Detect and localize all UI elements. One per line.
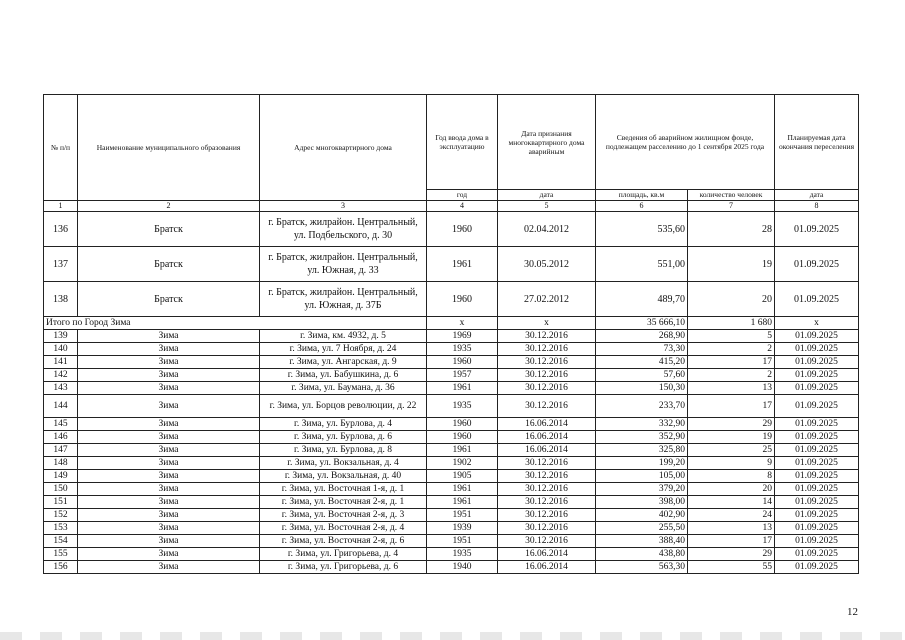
row-number: 148 [44, 457, 78, 470]
header-col-3: Адрес многоквартирного дома [260, 95, 427, 201]
date-cell: 16.06.2014 [498, 431, 596, 444]
area-cell: 352,90 [596, 431, 688, 444]
address-cell: г. Зима, ул. Григорьева, д. 4 [260, 548, 427, 561]
date-cell: 30.12.2016 [498, 382, 596, 395]
area-cell: 332,90 [596, 418, 688, 431]
municipality-cell: Братск [78, 212, 260, 247]
subheader-plan-date: дата [775, 190, 859, 201]
address-cell: г. Зима, ул. Бурлова, д. 8 [260, 444, 427, 457]
address-cell: г. Зима, ул. 7 Ноября, д. 24 [260, 343, 427, 356]
address-cell: г. Зима, ул. Григорьева, д. 6 [260, 561, 427, 574]
address-cell: г. Зима, ул. Борцов революции, д. 22 [260, 395, 427, 418]
year-cell: 1960 [427, 431, 498, 444]
address-cell: г. Братск, жилрайон. Центральный, ул. Подбельского, д. 30 [260, 212, 427, 247]
area-cell: 150,30 [596, 382, 688, 395]
year-cell: 1905 [427, 470, 498, 483]
municipality-cell: Зима [78, 444, 260, 457]
plan-date-cell: 01.09.2025 [775, 535, 859, 548]
area-cell: 325,80 [596, 444, 688, 457]
date-cell: 30.12.2016 [498, 470, 596, 483]
table-row [44, 395, 859, 418]
municipality-cell: Зима [78, 496, 260, 509]
column-number: 4 [427, 201, 498, 212]
plan-date-cell: 01.09.2025 [775, 496, 859, 509]
date-cell: 02.04.2012 [498, 212, 596, 247]
date-cell: 16.06.2014 [498, 444, 596, 457]
row-number: 137 [44, 247, 78, 282]
people-cell: 13 [688, 522, 775, 535]
date-cell: 30.12.2016 [498, 535, 596, 548]
table-row [44, 496, 859, 509]
people-cell: 20 [688, 282, 775, 317]
plan-date-cell: 01.09.2025 [775, 330, 859, 343]
year-cell: 1961 [427, 444, 498, 457]
table-row [44, 247, 859, 282]
area-cell: 551,00 [596, 247, 688, 282]
people-cell: 17 [688, 356, 775, 369]
municipality-cell: Зима [78, 369, 260, 382]
table-row [44, 330, 859, 343]
people-cell: 55 [688, 561, 775, 574]
address-cell: г. Зима, ул. Восточная 2-я, д. 6 [260, 535, 427, 548]
address-cell: г. Зима, ул. Восточная 1-я, д. 1 [260, 483, 427, 496]
date-cell: 30.12.2016 [498, 483, 596, 496]
table-row [44, 212, 859, 247]
municipality-cell: Зима [78, 457, 260, 470]
table-row [44, 369, 859, 382]
area-cell: 105,00 [596, 470, 688, 483]
year-cell: 1935 [427, 343, 498, 356]
table-row [44, 356, 859, 369]
year-cell: 1957 [427, 369, 498, 382]
year-cell: 1935 [427, 548, 498, 561]
column-number: 1 [44, 201, 78, 212]
year-cell: 1960 [427, 282, 498, 317]
row-number: 147 [44, 444, 78, 457]
total-label: Итого по Город Зима [44, 317, 427, 330]
plan-date-cell: 01.09.2025 [775, 369, 859, 382]
plan-date-cell: 01.09.2025 [775, 470, 859, 483]
people-cell: 14 [688, 496, 775, 509]
people-cell: 9 [688, 457, 775, 470]
people-cell: 17 [688, 395, 775, 418]
header-col-1: № п/п [44, 95, 78, 201]
people-cell: 13 [688, 382, 775, 395]
area-cell: 255,50 [596, 522, 688, 535]
total-row [44, 317, 859, 330]
column-number-row [44, 201, 859, 212]
date-cell: 30.12.2016 [498, 330, 596, 343]
municipality-cell: Братск [78, 247, 260, 282]
plan-date-cell: 01.09.2025 [775, 395, 859, 418]
date-cell: 30.12.2016 [498, 509, 596, 522]
municipality-cell: Зима [78, 548, 260, 561]
header-col-2: Наименование муниципального образования [78, 95, 260, 201]
date-cell: 16.06.2014 [498, 418, 596, 431]
area-cell: 489,70 [596, 282, 688, 317]
municipality-cell: Зима [78, 561, 260, 574]
row-number: 141 [44, 356, 78, 369]
row-number: 136 [44, 212, 78, 247]
plan-date-cell: 01.09.2025 [775, 483, 859, 496]
year-cell: 1960 [427, 418, 498, 431]
municipality-cell: Зима [78, 509, 260, 522]
municipality-cell: Зима [78, 431, 260, 444]
municipality-cell: Зима [78, 522, 260, 535]
date-cell: 30.12.2016 [498, 356, 596, 369]
subheader-area: площадь, кв.м [596, 190, 688, 201]
table-row [44, 431, 859, 444]
row-number: 154 [44, 535, 78, 548]
plan-date-cell: 01.09.2025 [775, 282, 859, 317]
year-cell: 1960 [427, 212, 498, 247]
column-number: 6 [596, 201, 688, 212]
row-number: 138 [44, 282, 78, 317]
total-plan: х [775, 317, 859, 330]
people-cell: 2 [688, 369, 775, 382]
total-date: х [498, 317, 596, 330]
municipality-cell: Зима [78, 418, 260, 431]
area-cell: 398,00 [596, 496, 688, 509]
header-col-8: Планируемая дата окончания переселения [775, 95, 859, 190]
table-row [44, 483, 859, 496]
municipality-cell: Зима [78, 356, 260, 369]
row-number: 155 [44, 548, 78, 561]
header-col-6-7: Сведения об аварийном жилищном фонде, подлежащем расселению до 1 сентября 2025 года [596, 95, 775, 190]
address-cell: г. Зима, ул. Вокзальная, д. 40 [260, 470, 427, 483]
address-cell: г. Зима, ул. Бабушкина, д. 6 [260, 369, 427, 382]
header-row [44, 95, 859, 190]
table-row [44, 418, 859, 431]
column-number: 8 [775, 201, 859, 212]
header-col-4: Год ввода дома в эксплуатацию [427, 95, 498, 190]
people-cell: 28 [688, 212, 775, 247]
address-cell: г. Зима, ул. Ангарская, д. 9 [260, 356, 427, 369]
address-cell: г. Зима, ул. Вокзальная, д. 4 [260, 457, 427, 470]
table-row [44, 382, 859, 395]
area-cell: 535,60 [596, 212, 688, 247]
year-cell: 1961 [427, 483, 498, 496]
address-cell: г. Зима, ул. Бурлова, д. 4 [260, 418, 427, 431]
year-cell: 1935 [427, 395, 498, 418]
date-cell: 30.12.2016 [498, 395, 596, 418]
row-number: 152 [44, 509, 78, 522]
plan-date-cell: 01.09.2025 [775, 509, 859, 522]
people-cell: 25 [688, 444, 775, 457]
people-cell: 29 [688, 418, 775, 431]
plan-date-cell: 01.09.2025 [775, 356, 859, 369]
year-cell: 1969 [427, 330, 498, 343]
municipality-cell: Зима [78, 483, 260, 496]
area-cell: 563,30 [596, 561, 688, 574]
municipality-cell: Зима [78, 470, 260, 483]
date-cell: 16.06.2014 [498, 561, 596, 574]
scan-artifact-line [0, 632, 905, 640]
table-row [44, 522, 859, 535]
area-cell: 57,60 [596, 369, 688, 382]
row-number: 145 [44, 418, 78, 431]
plan-date-cell: 01.09.2025 [775, 444, 859, 457]
plan-date-cell: 01.09.2025 [775, 431, 859, 444]
table-row [44, 509, 859, 522]
address-cell: г. Братск, жилрайон. Центральный, ул. Южная, д. 37Б [260, 282, 427, 317]
area-cell: 388,40 [596, 535, 688, 548]
plan-date-cell: 01.09.2025 [775, 522, 859, 535]
table-row [44, 548, 859, 561]
municipality-cell: Братск [78, 282, 260, 317]
people-cell: 19 [688, 247, 775, 282]
table-row [44, 535, 859, 548]
year-cell: 1961 [427, 247, 498, 282]
year-cell: 1951 [427, 535, 498, 548]
row-number: 143 [44, 382, 78, 395]
plan-date-cell: 01.09.2025 [775, 247, 859, 282]
row-number: 149 [44, 470, 78, 483]
header-col-5: Дата признания многоквартирного дома аварийным [498, 95, 596, 190]
date-cell: 30.12.2016 [498, 369, 596, 382]
total-year: х [427, 317, 498, 330]
municipality-cell: Зима [78, 395, 260, 418]
date-cell: 30.12.2016 [498, 343, 596, 356]
row-number: 150 [44, 483, 78, 496]
area-cell: 438,80 [596, 548, 688, 561]
row-number: 151 [44, 496, 78, 509]
column-number: 2 [78, 201, 260, 212]
address-cell: г. Зима, ул. Восточная 2-я, д. 4 [260, 522, 427, 535]
column-number: 3 [260, 201, 427, 212]
people-cell: 5 [688, 330, 775, 343]
row-number: 139 [44, 330, 78, 343]
area-cell: 268,90 [596, 330, 688, 343]
table-row [44, 561, 859, 574]
plan-date-cell: 01.09.2025 [775, 561, 859, 574]
address-cell: г. Братск, жилрайон. Центральный, ул. Южная, д. 33 [260, 247, 427, 282]
date-cell: 30.05.2012 [498, 247, 596, 282]
year-cell: 1961 [427, 382, 498, 395]
total-people: 1 680 [688, 317, 775, 330]
plan-date-cell: 01.09.2025 [775, 457, 859, 470]
date-cell: 30.12.2016 [498, 496, 596, 509]
municipality-cell: Зима [78, 535, 260, 548]
area-cell: 379,20 [596, 483, 688, 496]
people-cell: 19 [688, 431, 775, 444]
people-cell: 8 [688, 470, 775, 483]
area-cell: 199,20 [596, 457, 688, 470]
row-number: 144 [44, 395, 78, 418]
table-row [44, 282, 859, 317]
year-cell: 1961 [427, 496, 498, 509]
column-number: 5 [498, 201, 596, 212]
table-row [44, 470, 859, 483]
row-number: 140 [44, 343, 78, 356]
area-cell: 415,20 [596, 356, 688, 369]
municipality-cell: Зима [78, 343, 260, 356]
date-cell: 27.02.2012 [498, 282, 596, 317]
subheader-date: дата [498, 190, 596, 201]
people-cell: 29 [688, 548, 775, 561]
table-row [44, 457, 859, 470]
people-cell: 2 [688, 343, 775, 356]
area-cell: 233,70 [596, 395, 688, 418]
date-cell: 16.06.2014 [498, 548, 596, 561]
row-number: 153 [44, 522, 78, 535]
municipality-cell: Зима [78, 330, 260, 343]
people-cell: 24 [688, 509, 775, 522]
address-cell: г. Зима, ул. Восточная 2-я, д. 1 [260, 496, 427, 509]
plan-date-cell: 01.09.2025 [775, 343, 859, 356]
address-cell: г. Зима, ул. Бурлова, д. 6 [260, 431, 427, 444]
area-cell: 402,90 [596, 509, 688, 522]
address-cell: г. Зима, км. 4932, д. 5 [260, 330, 427, 343]
people-cell: 17 [688, 535, 775, 548]
plan-date-cell: 01.09.2025 [775, 548, 859, 561]
emergency-housing-table [43, 94, 859, 574]
year-cell: 1902 [427, 457, 498, 470]
year-cell: 1951 [427, 509, 498, 522]
row-number: 156 [44, 561, 78, 574]
plan-date-cell: 01.09.2025 [775, 212, 859, 247]
year-cell: 1939 [427, 522, 498, 535]
subheader-year: год [427, 190, 498, 201]
address-cell: г. Зима, ул. Баумана, д. 36 [260, 382, 427, 395]
page-number: 12 [847, 606, 858, 618]
year-cell: 1960 [427, 356, 498, 369]
plan-date-cell: 01.09.2025 [775, 382, 859, 395]
address-cell: г. Зима, ул. Восточная 2-я, д. 3 [260, 509, 427, 522]
row-number: 142 [44, 369, 78, 382]
plan-date-cell: 01.09.2025 [775, 418, 859, 431]
table-row [44, 444, 859, 457]
year-cell: 1940 [427, 561, 498, 574]
date-cell: 30.12.2016 [498, 522, 596, 535]
table-row [44, 343, 859, 356]
row-number: 146 [44, 431, 78, 444]
area-cell: 73,30 [596, 343, 688, 356]
municipality-cell: Зима [78, 382, 260, 395]
people-cell: 20 [688, 483, 775, 496]
total-area: 35 666,10 [596, 317, 688, 330]
subheader-people: количество человек [688, 190, 775, 201]
date-cell: 30.12.2016 [498, 457, 596, 470]
column-number: 7 [688, 201, 775, 212]
